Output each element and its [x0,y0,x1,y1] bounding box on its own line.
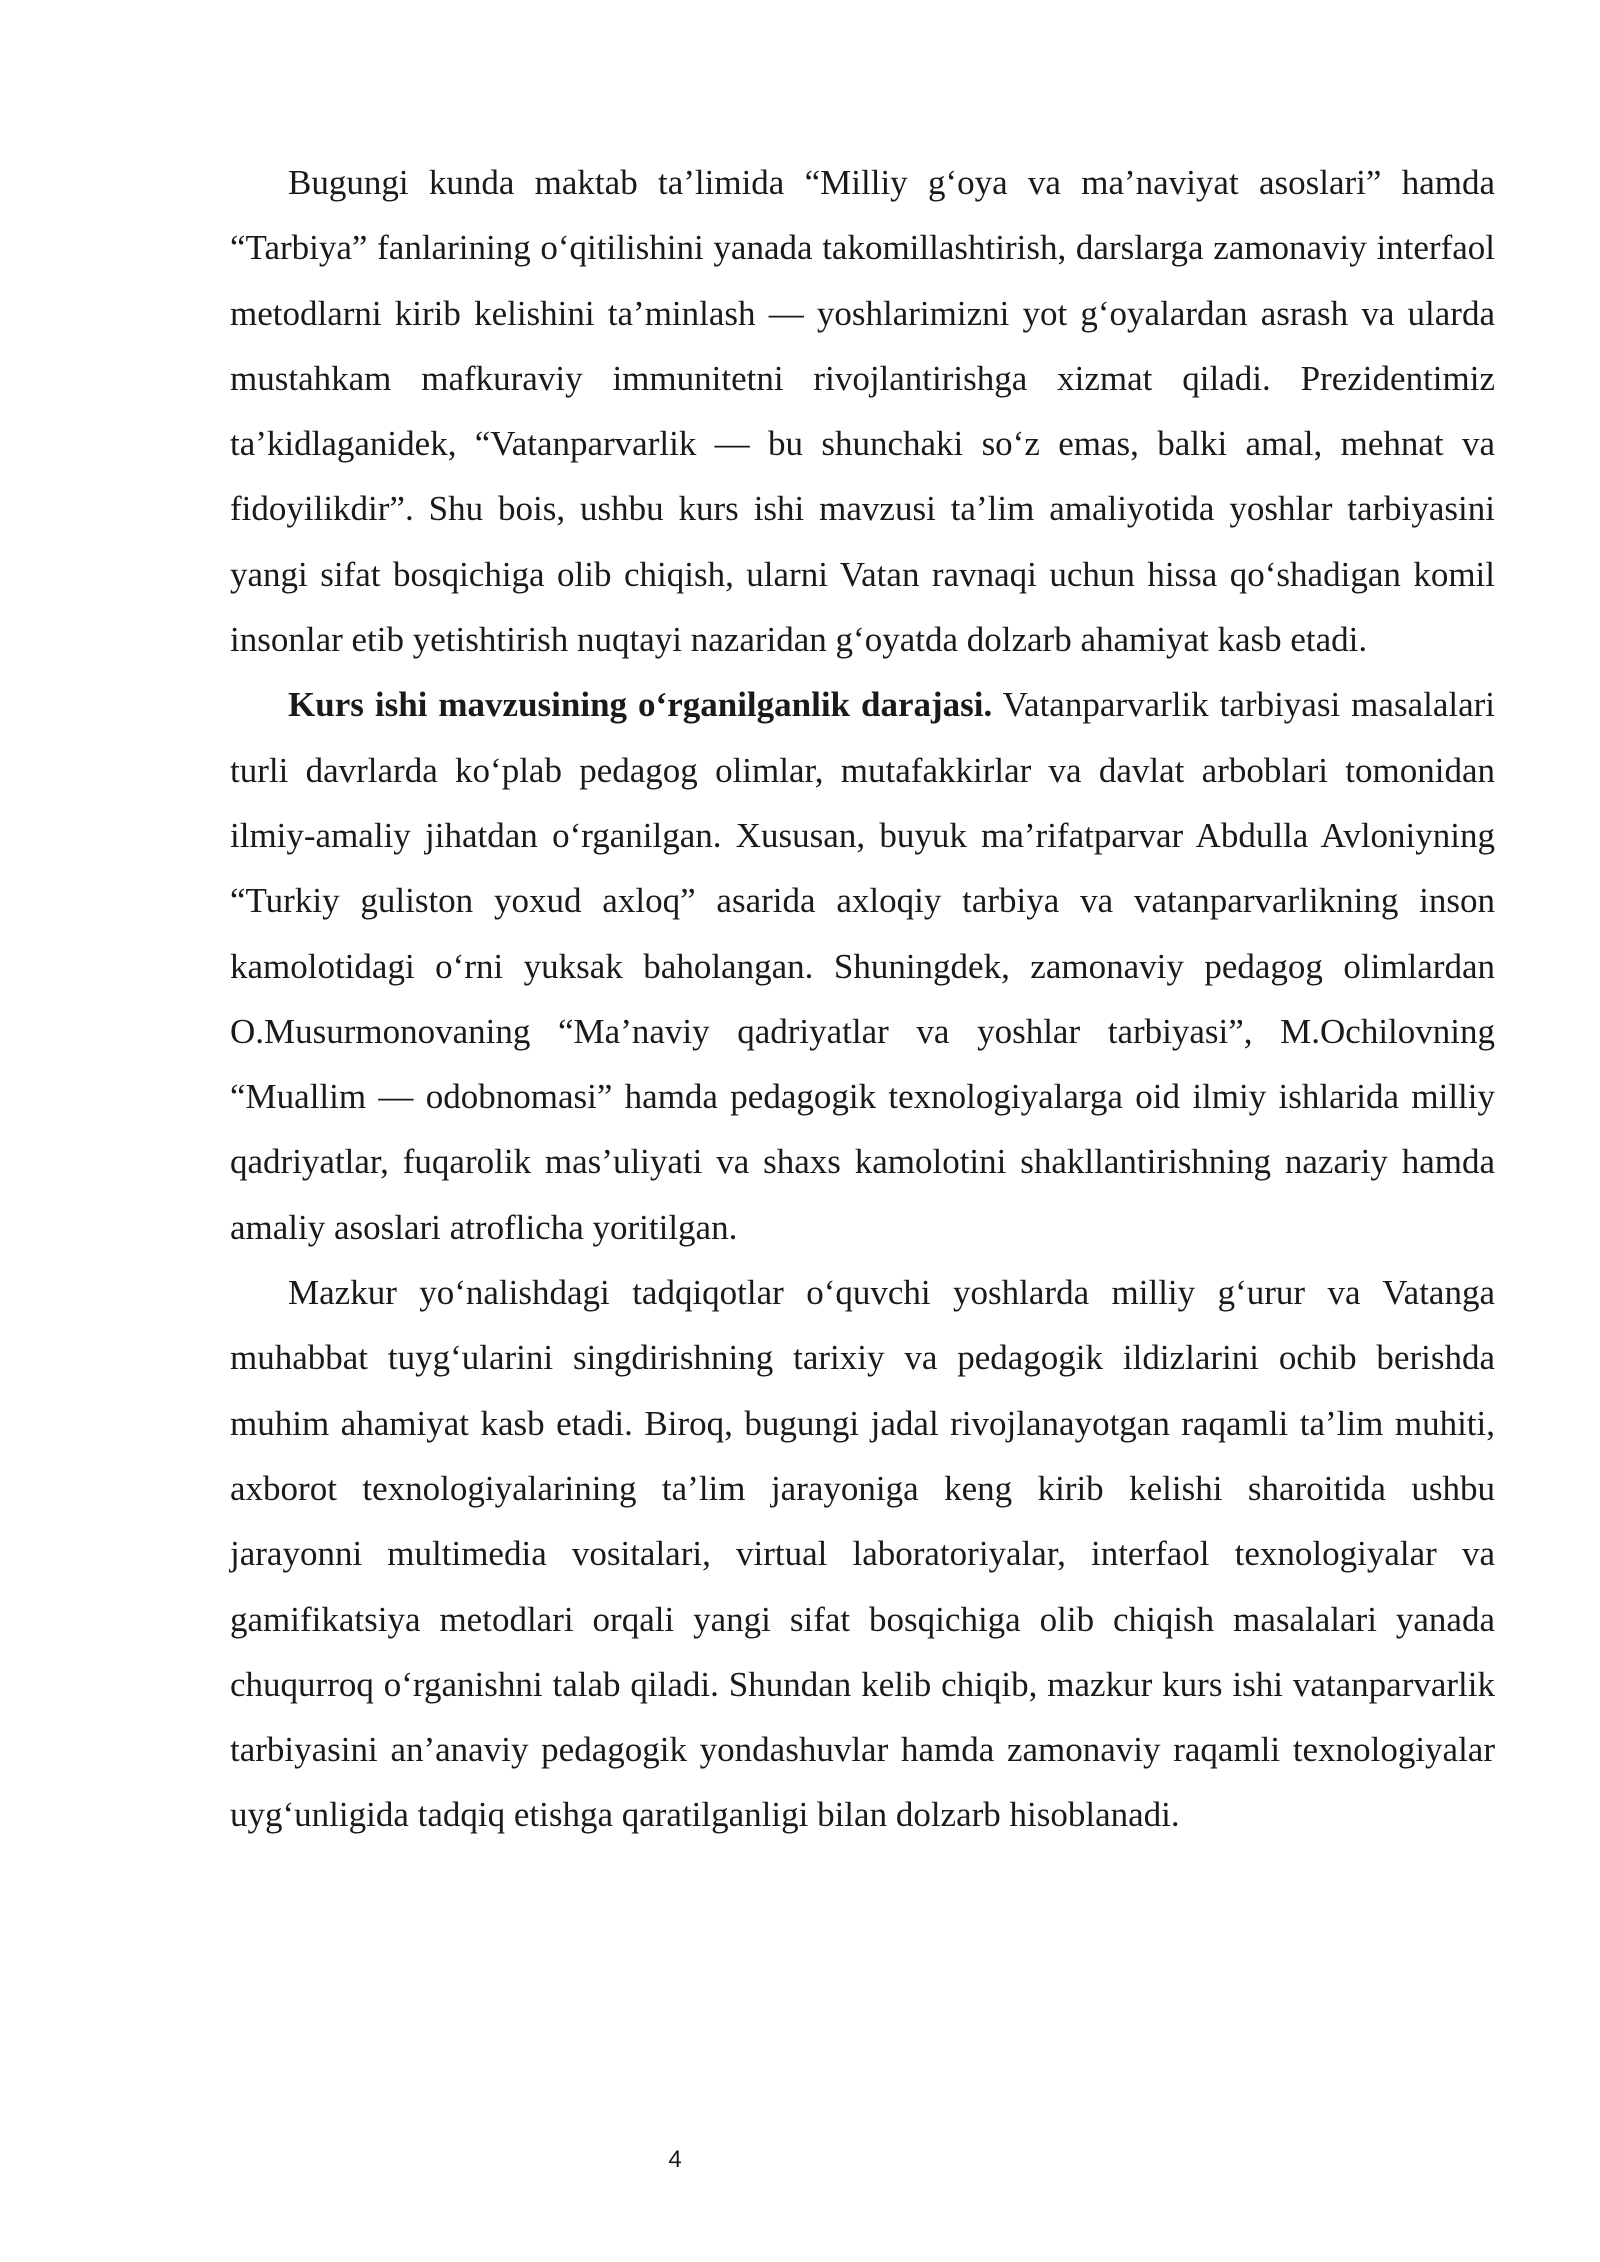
paragraph-text: Mazkur yo‘nalishdagi tadqiqotlar o‘quvchi yoshlarda milliy g‘urur va Vatanga muhabbat tuyg‘ularini singdirishning tarixiy va pedagogik ildizlarini ochib berishda muhim ahamiyat kasb etadi. Biroq, bugungi jadal rivojlanayotgan raqamli ta’lim muhiti, axborot texnologiyalarining ta’lim jarayoniga keng kirib kelishi sharoitida ushbu jarayonni multimedia vositalari, virtual laboratoriyalar, interfaol texnologiyalar va gamifikatsiya metodlari orqali yangi sifat bosqichiga olib chiqish masalalari yanada chuqurroq o‘rganishni talab qiladi. Shundan kelib chiqib, mazkur kurs ishi vatanparvarlik tarbiyasini an’anaviy pedagogik yondashuvlar hamda zamonaviy raqamli texnologiyalar uyg‘unligida tadqiq etishga qaratilganligi bilan dolzarb hisoblanadi. [230,1273,1495,1835]
paragraph-text: Vatanparvarlik tarbiyasi masalalari turli davrlarda ko‘plab pedagog olimlar, mutafakkirlar va davlat arboblari tomonidan ilmiy-amaliy jihatdan o‘rganilgan. Xususan, buyuk ma’rifatparvar Abdulla Avloniyning “Turkiy guliston yoxud axloq” asarida axloqiy tarbiya va vatanparvarlikning inson kamolotidagi o‘rni yuksak baholangan. Shuningdek, zamonaviy pedagog olimlardan O.Musurmonovaning “Ma’naviy qadriyatlar va yoshlar tarbiyasi”, M.Ochilovning “Muallim — odobnomasi” hamda pedagogik texnologiyalarga oid ilmiy ishlarida milliy qadriyatlar, fuqarolik mas’uliyati va shaxs kamolotini shakllantirishning nazariy hamda amaliy asoslari atroflicha yoritilgan. [230,685,1495,1247]
body-text [230,150,1495,1848]
paragraph-relevance [230,150,1495,672]
paragraph-text: Bugungi kunda maktab ta’limida “Milliy g‘oya va ma’naviyat asoslari” hamda “Tarbiya” fanlarining o‘qitilishini yanada takomillashtirish, darslarga zamonaviy interfaol metodlarni kirib kelishini ta’minlash — yoshlarimizni yot g‘oyalardan asrash va ularda mustahkam mafkuraviy immunitetni rivojlantirishga xizmat qiladi. Prezidentimiz ta’kidlaganidek, “Vatanparvarlik — bu shunchaki so‘z emas, balki amal, mehnat va fidoyilikdir”. Shu bois, ushbu kurs ishi mavzusi ta’lim amaliyotida yoshlar tarbiyasini yangi sifat bosqichiga olib chiqish, ularni Vatan ravnaqi uchun hissa qo‘shadigan komil insonlar etib yetishtirish nuqtayi nazaridan g‘oyatda dolzarb ahamiyat kasb etadi. [230,163,1495,660]
page-number: 4 [668,2146,682,2173]
paragraph-study-level [230,672,1495,1260]
paragraph-research-directions [230,1260,1495,1848]
section-heading: Kurs ishi mavzusining o‘rganilganlik darajasi. [288,685,993,725]
